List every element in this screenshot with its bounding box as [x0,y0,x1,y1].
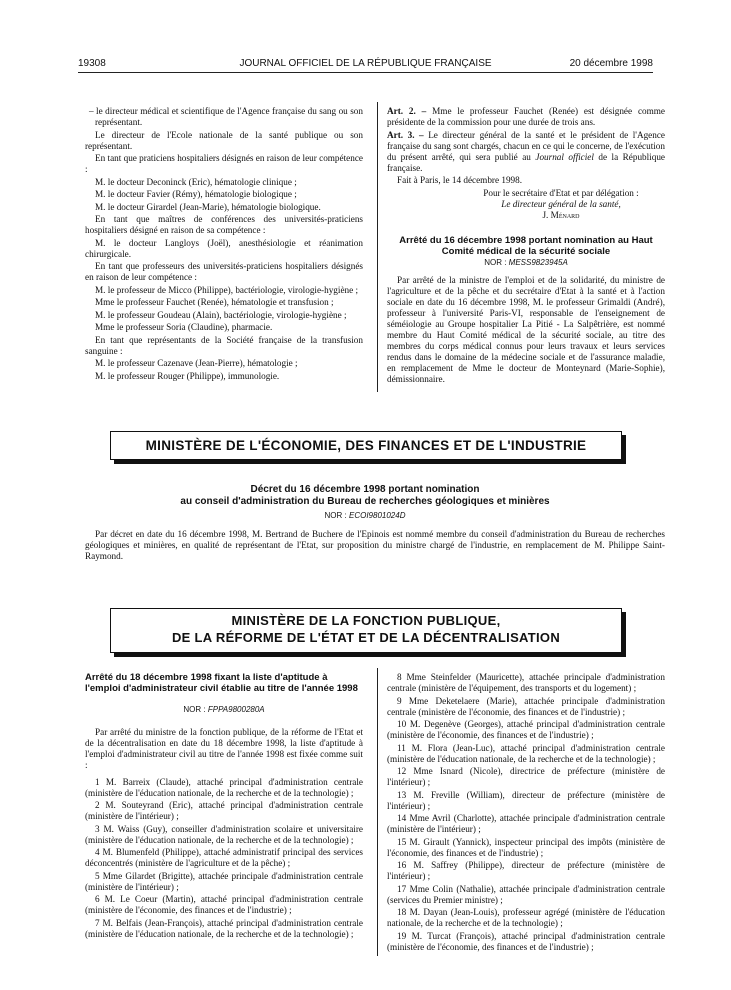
article-3-italic: Journal officiel [535,151,594,162]
signature-block [387,188,665,221]
nor-label: NOR : [183,705,206,714]
aptitude-list-item: 3 M. Waiss (Guy), conseiller d'administration scolaire et universitaire (ministère de l'éducation nationale, de la recherche et de la technologie) ; [85,823,363,845]
ministry-fp-title-line-1: MINISTÈRE DE LA FONCTION PUBLIQUE, [231,613,501,628]
arrete-hccm-body: Par arrêté de la ministre de l'emploi et de la solidarité, du ministre de l'agriculture et de la pêche et du secrétaire d'Etat à la santé et à l'action sociale en date du 16 décembre 1998, M. le professeur Grimaldi (André), professeur à l'université Paris-VI, responsable de l'enseignement de séméiologie au Groupe hospitalier La Pitié - La Salpêtrière, est nommé membre du Haut Comité médical de la sécurité sociale, au titre des membres du corps médical connus pour leurs travaux et leurs services rendus dans le domaine de la médecine sociale et de l'assurance maladie, en remplacement de Mme le docteur de Monteynard (Marie-Sophie), démissionnaire. [387,274,665,384]
commission-member-line: Mme le professeur Fauchet (Renée), hématologie et transfusion ; [95,297,334,307]
aptitude-list-part-2 [387,672,665,954]
commission-member-line: M. le docteur Deconinck (Eric), hématologie clinique ; [95,176,297,187]
nor-code: FPPA9800280A [207,705,265,714]
aptitude-list-item: 7 M. Belfais (Jean-François), attaché principal d'administration centrale (ministère de l'éducation nationale, de la recherche et de la technologie) ; [85,917,363,939]
commission-member-line: M. le docteur Langloys (Joël), anesthésiologie et réanimation chirurgicale. [85,237,363,259]
aptitude-list-item: 8 Mme Steinfelder (Mauricette), attachée principale d'administration centrale (ministère de l'équipement, des transports et du logement) ; [387,672,665,693]
article-3-text-a: Le directeur général de la santé et le président de l'Agence française du sang sont chargés, chacun en ce qui le concerne, de l'exécution du présent arrêté, qui sera publié au [387,129,666,162]
aptitude-list-item: 2 M. Souteyrand (Eric), attaché principal d'administration centrale (ministère de l'intérieur) ; [85,800,363,821]
signature-name: J. Ménard [542,209,580,220]
signature-line-2: Le directeur général de la santé, [501,198,621,209]
commission-member-line: M. le professeur Rouger (Philippe), immunologie. [95,370,280,381]
commission-member-line: M. le docteur Girardel (Jean-Marie), hématologie biologique. [95,201,321,212]
journal-title: JOURNAL OFFICIEL DE LA RÉPUBLIQUE FRANÇAISE [239,58,492,69]
decree-brgm-line-2: au conseil d'administration du Bureau de recherches géologiques et minières [180,496,550,507]
aptitude-list-item: 6 M. Le Coeur (Martin), attaché principal d'administration centrale (ministère de l'économie, des finances et de l'industrie) ; [85,894,363,915]
article-2 [387,106,665,128]
aptitude-list-item: 12 Mme Isnard (Nicole), directrice de préfecture (ministère de l'intérieur) ; [387,766,665,787]
ministry-fp-title-line-2: DE LA RÉFORME DE L'ÉTAT ET DE LA DÉCENTRALISATION [171,630,561,645]
aptitude-list-item: 9 Mme Deketelaere (Marie), attachée principale d'administration centrale (ministère de l'économie, des finances et de l'industrie) ; [387,695,665,717]
aptitude-list-item: 16 M. Saffrey (Philippe), directeur de préfecture (ministère de l'intérieur) ; [387,860,665,881]
article-3-text-b: de la République française. [387,151,666,173]
commission-member-line: M. le docteur Favier (Rémy), hématologie biologique ; [95,189,297,199]
page-header [78,58,653,72]
ministry-economie-title: MINISTÈRE DE L'ÉCONOMIE, DES FINANCES ET DE L'INDUSTRIE [145,438,587,453]
article-2-label: Art. 2. – [387,106,427,116]
ministry-economie-banner [110,431,622,460]
header-rule [78,72,653,73]
nor-code: ECOI9801024D [348,511,406,520]
column-divider-top [377,102,378,392]
commission-member-line: – le directeur médical et scientifique de l'Agence française du sang ou son représentant. [89,106,363,127]
commission-member-line: En tant que maîtres de conférences des universités-praticiens hospitaliers désigné en raison de sa compétence : [85,214,363,235]
aptitude-list-item: 4 M. Blumenfeld (Philippe), attaché administratif principal des services déconcentrés (ministère de l'agriculture et de la pêche) ; [85,847,363,868]
nor-reference-brgm [90,510,640,522]
aptitude-list-item: 13 M. Freville (William), directeur de préfecture (ministère de l'intérieur) ; [387,789,665,811]
article-3-label: Art. 3. – [387,129,424,140]
article-2-text: Mme le professeur Fauchet (Renée) est désignée comme présidente de la commission pour une durée de trois ans. [387,106,665,127]
page-number: 19308 [78,58,106,69]
nor-label: NOR : [484,257,507,267]
aptitude-list-item: 17 Mme Colin (Nathalie), attachée principale d'administration centrale (services du Premier ministre) ; [387,883,665,905]
aptitude-list-item: 15 M. Girault (Yannick), inspecteur principal des impôts (ministère de l'économie, des finances et de l'industrie) ; [387,836,665,858]
top-left-column [85,106,363,383]
aptitude-list-item: 1 M. Barreix (Claude), attaché principal d'administration centrale (ministère de l'éducation nationale, de la recherche et de la technologie) ; [85,776,363,798]
decree-brgm-body-block [85,529,665,564]
commission-member-line: M. le professeur Goudeau (Alain), bactériologie, virologie-hygiène ; [95,309,347,320]
column-divider-bottom [377,668,378,956]
commission-member-line: En tant que professeurs des universités-praticiens hospitaliers désignés en raison de leur compétence : [85,261,363,282]
aptitude-list-item: 11 M. Flora (Jean-Luc), attaché principal d'administration centrale (ministère de l'éducation nationale, de la recherche et de la technologie) ; [387,742,665,764]
aptitude-list-item: 18 M. Dayan (Jean-Louis), professeur agrégé (ministère de l'éducation nationale, de la recherche et de la technologie) ; [387,907,665,928]
commission-member-line: En tant que praticiens hospitaliers désignés en raison de leur compétence : [85,153,363,174]
aptitude-list-item: 10 M. Degenève (Georges), attaché principal d'administration centrale (ministère de l'économie, des finances et de l'industrie) ; [387,719,665,740]
decree-brgm-body: Par décret en date du 16 décembre 1998, M. Bertrand de Buchere de l'Epinois est nommé membre du conseil d'administration du Bureau de recherches géologiques et minières, en qualité de représentant de l'Etat, sur proposition du ministre chargé de l'industrie, en remplacement de M. Philippe Saint-Raymond. [85,529,665,561]
decree-brgm-line-1: Décret du 16 décembre 1998 portant nomination [250,484,480,495]
aptitude-list-item: 19 M. Turcat (François), attaché principal d'administration centrale (ministère de l'économie, des finances et de l'industrie) ; [387,930,665,952]
article-3 [387,130,665,174]
decree-brgm-title [90,484,640,508]
fait-a-paris: Fait à Paris, le 14 décembre 1998. [397,175,523,185]
nor-reference-aptitude [85,704,363,716]
commission-member-line: M. le professeur de Micco (Philippe), bactériologie, virologie-hygiène ; [95,284,359,295]
arrete-aptitude-title: Arrêté du 18 décembre 1998 fixant la liste d'aptitude à l'emploi d'administrateur civil établie au titre de l'année 1998 [85,672,358,694]
arrete-hccm-title: Arrêté du 16 décembre 1998 portant nomination au Haut Comité médical de la sécurité sociale [399,234,653,257]
ministry-fonction-publique-banner [110,608,622,653]
commission-member-line: M. le professeur Cazenave (Jean-Pierre), hématologie ; [95,358,298,368]
commission-member-line: En tant que représentants de la Société française de la transfusion sanguine : [85,334,363,356]
issue-date: 20 décembre 1998 [569,58,653,69]
aptitude-list-item: 14 Mme Avril (Charlotte), attachée principale d'administration centrale (ministère de l'intérieur) ; [387,813,665,834]
aptitude-list-part-1 [85,777,363,940]
commission-member-line: Mme le professeur Soria (Claudine), pharmacie. [95,322,273,332]
nor-label: NOR : [324,511,347,520]
aptitude-list-item: 5 Mme Gilardet (Brigitte), attachée principale d'administration centrale (ministère de l'intérieur) ; [85,870,363,892]
top-right-column [387,106,665,386]
nor-code: MESS9823945A [508,257,568,267]
commission-member-line: Le directeur de l'Ecole nationale de la santé publique ou son représentant. [85,129,363,151]
arrete-aptitude-intro: Par arrêté du ministre de la fonction publique, de la réforme de l'Etat et de la décentralisation en date du 18 décembre 1998, la liste d'aptitude à l'emploi d'administrateur civil au titre de l'année 1998 est fixée comme suit : [85,727,363,770]
signature-line-1: Pour le secrétaire d'Etat et par délégation : [483,187,639,198]
bottom-left-column [85,672,363,941]
nor-reference-hccm [387,257,665,269]
